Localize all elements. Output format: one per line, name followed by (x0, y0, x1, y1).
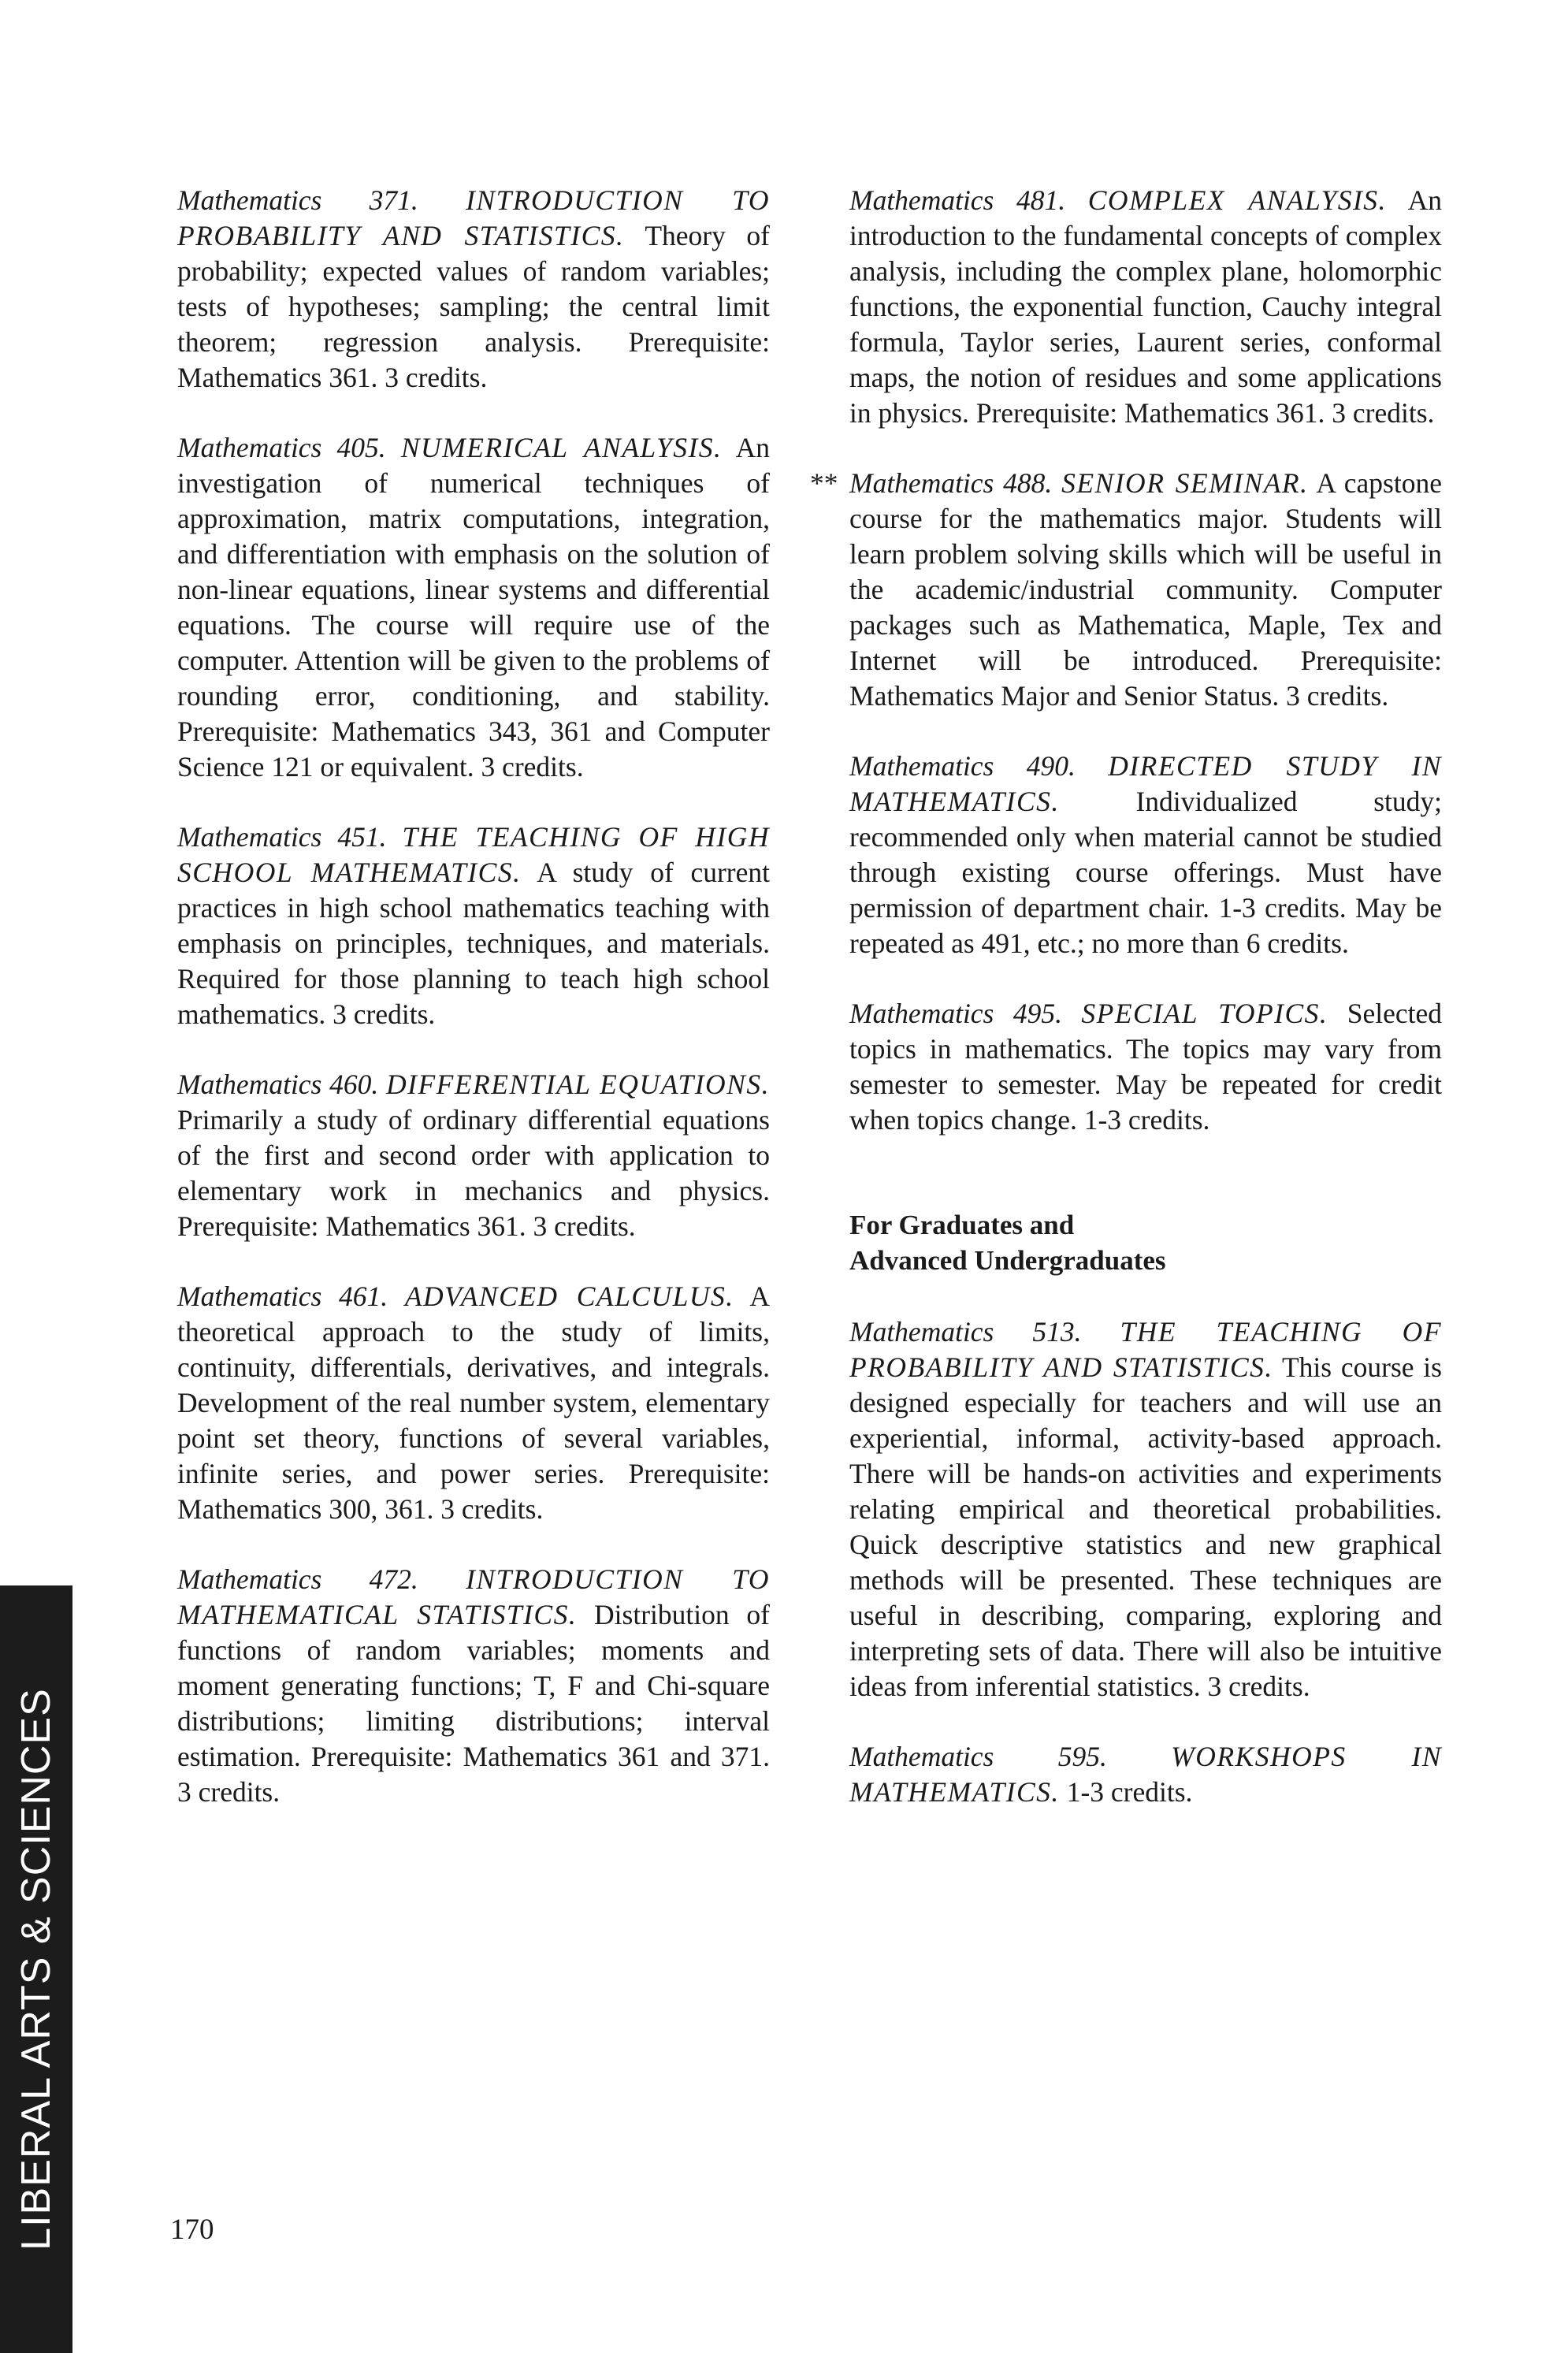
course-number: Mathematics 472. (177, 1563, 418, 1595)
course-title: WORKSHOPS IN MATHEMATICS. (849, 1741, 1443, 1808)
course-entry-math-451 (177, 820, 770, 1032)
course-description: Primarily a study of ordinary differential equations of the first and second order with application to elementary work in mechanics and physics. Prerequisite: Mathematics 361. 3 credits. (177, 1104, 770, 1242)
right-column (810, 183, 1443, 1845)
graduate-section-heading (849, 1207, 1442, 1278)
course-entry-math-490 (849, 749, 1442, 961)
course-entry-math-472 (177, 1562, 770, 1810)
course-description: An investigation of numerical techniques of approximation, matrix computations, integration, and differentiation with emphasis on the solution of non-linear equations, linear systems and differential equations. The course will require use of the computer. Attention will be given to the problems of rounding error, conditioning, and stability. Prerequisite: Mathematics 343, 361 and Computer Science 121 or equivalent. 3 credits. (177, 432, 770, 782)
course-description: Theory of probability; expected values of random variables; tests of hypotheses; sampling; the central limit theorem; regression analysis. Prerequisite: Mathematics 361. 3 credits. (177, 220, 770, 393)
course-entry-math-495 (849, 996, 1442, 1138)
course-description: Individualized study; recommended only when material cannot be studied through existing course offerings. Must have permission of department chair. 1-3 credits. May be repeated as 491, etc.; no more than 6 credits. (849, 786, 1442, 959)
course-title: INTRODUCTION TO MATHEMATICAL STATISTICS. (177, 1563, 770, 1630)
course-entry-math-513 (849, 1314, 1442, 1704)
course-entry-math-481 (849, 183, 1442, 431)
course-number: Mathematics 481. (849, 184, 1066, 216)
course-description: Selected topics in mathematics. The topics may vary from semester to semester. May be repeated for credit when topics change. 1-3 credits. (849, 998, 1443, 1136)
course-number: Mathematics 488. (849, 467, 1053, 499)
course-number: Mathematics 371. (177, 184, 418, 216)
course-entry-math-595 (849, 1739, 1442, 1810)
page-number: 170 (170, 2214, 214, 2246)
heading-line-1: For Graduates and (849, 1210, 1075, 1240)
course-description: A capstone course for the mathematics major. Students will learn problem solving skills which will be useful in the academic/industrial community. Computer packages such as Mathematica, Maple, Tex and Internet will be introduced. Prerequisite: Mathematics Major and Senior Status. 3 credits. (849, 467, 1442, 712)
course-title: INTRODUCTION TO PROBABILITY AND STATISTICS. (177, 184, 770, 251)
course-number: Mathematics 460. (177, 1069, 379, 1100)
course-description: This course is designed especially for teachers and will use an experiential, informal, activity-based approach. There will be hands-on activities and experiments relating empirical and theoretical probabilities. Quick descriptive statistics and new graphical methods will be presented. These techniques are useful in describing, comparing, exploring and interpreting sets of data. There will also be intuitive ideas from inferential statistics. 3 credits. (849, 1351, 1442, 1702)
course-number: Mathematics 405. (177, 432, 386, 463)
course-title: SPECIAL TOPICS. (1081, 998, 1328, 1029)
course-title: SENIOR SEMINAR. (1061, 467, 1309, 499)
course-number: Mathematics 490. (849, 750, 1076, 782)
course-number: Mathematics 495. (849, 998, 1062, 1029)
course-title: COMPLEX ANALYSIS. (1087, 184, 1387, 216)
left-column (177, 183, 770, 1845)
course-title: THE TEACHING OF HIGH SCHOOL MATHEMATICS. (177, 821, 771, 888)
course-description: Distribution of functions of random variables; moments and moment generating functions; T, F and Chi-square distributions; limiting distributions; interval estimation. Prerequisite: Mathematics 361 and 371. 3 credits. (177, 1599, 770, 1808)
heading-line-2: Advanced Undergraduates (849, 1245, 1166, 1276)
course-title: DIFFERENTIAL EQUATIONS. (386, 1069, 770, 1100)
course-description: A theoretical approach to the study of limits, continuity, differentials, derivatives, and integrals. Development of the real number system, elementary point set theory, functions of several variables, infinite series, and power series. Prerequisite: Mathematics 300, 361. 3 credits. (177, 1281, 770, 1525)
course-entry-math-405 (177, 430, 770, 785)
course-description: An introduction to the fundamental concepts of complex analysis, including the complex plane, holomorphic functions, the exponential function, Cauchy integral formula, Taylor series, Laurent series, conformal maps, the notion of residues and some applications in physics. Prerequisite: Mathematics 361. 3 credits. (849, 184, 1442, 429)
course-title: ADVANCED CALCULUS. (404, 1281, 734, 1312)
section-spine-tab (0, 1585, 72, 2353)
course-description: A study of current practices in high school mathematics teaching with emphasis on principles, techniques, and materials. Required for those planning to teach high school mathematics. 3 credits. (177, 857, 770, 1030)
course-number: Mathematics 595. (849, 1741, 1107, 1772)
course-entry-math-371 (177, 183, 770, 396)
course-number: Mathematics 451. (177, 821, 387, 853)
course-entry-math-461 (177, 1279, 770, 1527)
spine-label: LIBERAL ARTS & SCIENCES (13, 1688, 59, 2251)
course-title: THE TEACHING OF PROBABILITY AND STATISTICS. (849, 1316, 1442, 1383)
course-entry-math-488 (810, 466, 1442, 714)
course-title: NUMERICAL ANALYSIS. (400, 432, 723, 463)
course-number: Mathematics 513. (849, 1316, 1082, 1347)
course-number: Mathematics 461. (177, 1281, 388, 1312)
course-description: 1-3 credits. (1066, 1776, 1193, 1808)
course-title: DIRECTED STUDY IN MATHEMATICS. (849, 750, 1442, 817)
course-entry-math-460 (177, 1067, 770, 1244)
footnote-marker: ** (810, 467, 838, 499)
